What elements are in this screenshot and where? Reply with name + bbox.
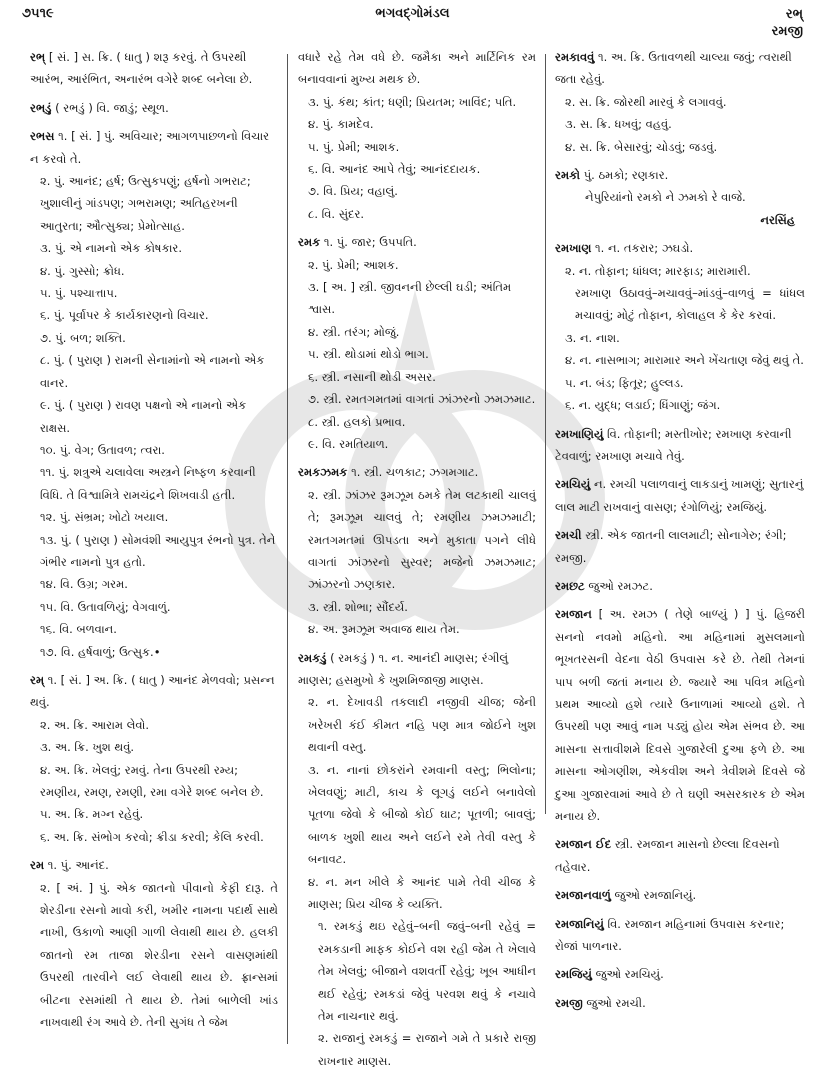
- entry-ramchhat: [555, 575, 805, 597]
- entry-ramchiyu: [555, 473, 805, 518]
- headword: રમખાણિયું: [555, 426, 604, 441]
- sense: ૧૪. વિ. ઉગ્ર; ગરમ.: [40, 577, 128, 592]
- sense: ૪. ન. મન ખીલે કે આનંદ પામે તેવી ચીજ કે માણસ; પ્રિય ચીજ કે વ્યક્તિ.: [308, 874, 536, 912]
- sense: ૧. પું. આનંદ.: [47, 858, 109, 873]
- sense: ૬. ન. યુદ્ધ; લડાઈ; ધિંગાણું; જંગ.: [565, 398, 721, 413]
- sense: ૨. અ. ક્રિ. આરામ લેવો.: [40, 717, 150, 732]
- entry-rabh: [30, 46, 278, 91]
- sense: ૧૭. વિ. હર્ષવાળું; ઉત્સુક.•: [40, 644, 161, 659]
- sense: ૩. અ. ક્રિ. ખુશ થવું.: [40, 740, 135, 755]
- sense: ૨. [ અં. ] પું. એક જાતનો પીવાનો કેફી દારૂ. તે શેરડીના રસનો માવો કરી, ખમીર નામના પદાર્થ સાથે નાખી, ઉકાળો આણી ગાળી લેવાથી થાય છે. હલકી જાતનો રમ તાજા શેરડીના રસને વાસણમાંથી ઉપરથી તારવીને લઈ લેવાથી થાય છે. ફ્રાન્સમાં બીટના રસમાંથી તે થાય છે. તેમાં બાળેલી ખાંડ નાખવાથી રંગ આવે છે. તેની સુગંધ તે જેમ: [40, 880, 278, 1030]
- sense: ૮. વિ. સુંદર.: [308, 206, 365, 221]
- headword: રમ: [30, 858, 45, 873]
- sense: ૬. પું. પૂર્વાપર કે કાર્યકારણનો વિચાર.: [40, 308, 209, 323]
- entry-ram-noun: [30, 854, 278, 1033]
- guide-word-last: રમજી: [771, 24, 803, 39]
- sense: ૩. ન. નાશ.: [565, 330, 620, 345]
- entry-rabhas: [30, 125, 278, 663]
- sense: ૭. વિ. પ્રિય; વહાલું.: [308, 184, 398, 199]
- headword: રમચી: [555, 528, 582, 543]
- definition: ન. રમચી પલાળવાનું લાકડાનું ખામણું; સુતારનું લાલ માટી રાખવાનું વાસણ; રંગોળિયું; રમજિયું.: [555, 477, 804, 514]
- sense: ૧. [ સં. ] પું. અવિચાર; આગળપાછળનો વિચાર ન કરવો તે.: [30, 129, 270, 166]
- sense: ૧. [ સં. ] અ. ક્રિ. ( ધાતુ ) આનંદ મેળવવો; પ્રસન્ન થવું.: [30, 672, 275, 710]
- definition: ( રભડું ) વિ. જાડું; સ્થૂળ.: [55, 100, 169, 115]
- entry-ramkavavu: [555, 46, 805, 158]
- idiom: ૨. રાજાનું રમકડું = રાજાને ગમે તે પ્રકારે રાજી રાખનાર માણસ.: [318, 1031, 536, 1068]
- sense: ૪. સ્ત્રી. તરંગ; મોજું.: [308, 324, 400, 339]
- sense: ૬. સ્ત્રી. નસાની થોડી અસર.: [308, 369, 436, 384]
- headword: રમક: [298, 235, 321, 250]
- page-number: ૭૫૧૯: [22, 6, 54, 21]
- sense: ૫. અ. ક્રિ. મગ્ન રહેવું.: [40, 807, 144, 822]
- entry-ram-continued: [298, 46, 536, 225]
- headword: રમજાનવાળું: [555, 888, 611, 903]
- sense: ૧૩. પું. ( પુરાણ ) સોમવંશી આયુપુત્ર રંભનો પુત્ર. તેને ગંભીર નામનો પુત્ર હતો.: [40, 532, 276, 569]
- continuation-text: વધારે રહે તેમ વધે છે. જમૈકા અને માર્ટિનિક રમ બનાવવાનાં મુખ્ય મથક છે.: [298, 50, 536, 87]
- sense: ૩. પું. કંથ; કાંત; ધણી; પ્રિયતમ; ખાવિંદ; પતિ.: [308, 94, 517, 109]
- book-title: ભગવદ્ગોમંડલ: [375, 6, 450, 21]
- sense: ૪. પું. કામદેવ.: [308, 117, 374, 132]
- sense: ૨. પું. આનંદ; હર્ષ; ઉત્સુકપણું; હર્ષનો ગભરાટ; ખુશાલીનું ગાંડપણ; ગભરામણ; અતિહરખની આતુરતા; ઔત્સુક્ય; પ્રેમોત્સાહ.: [40, 174, 251, 233]
- sense: ૪. ન. નાસભાગ; મારામાર અને ખેંચતાણ જેવું થવું તે.: [565, 353, 804, 368]
- headword: રમજાનિયું: [555, 916, 604, 931]
- headword: રભ્: [30, 50, 46, 64]
- headword: રમછટ: [555, 578, 585, 593]
- entry-ramjiyu: [555, 963, 805, 985]
- sense: ૧૧. પું. શત્રુએ ચલાવેલા અસ્ત્રને નિષ્ફળ કરવાની વિધિ. તે વિશ્વામિત્રે રામચંદ્રને શિખવાડી હતી.: [40, 465, 256, 502]
- entry-ramjanvalu: [555, 884, 805, 906]
- headword: રમકઝમક: [298, 465, 348, 480]
- sense: ૨. સ્ત્રી. ઝાંઝર રૂમઝૂમ ઠમકે તેમ લટકાથી ચાલવું તે; રૂમઝૂમ ચાલવું તે; રમણીય ઝમઝમાટી; રમતગમતમાં ઊપડતા અને મુકાતા પગને લીધે વાગતાં ઝાંઝરનો સુસ્વર; મજેનો ઝમઝમાટ; ઝાંઝરનો ઝણકાર.: [308, 487, 536, 592]
- sense: ૭. સ્ત્રી. રમતગમતમાં વાગતાં ઝાંઝરનો ઝમઝમાટ.: [308, 392, 536, 407]
- sense: ૧. પું. જાર; ઉપપતિ.: [323, 235, 417, 250]
- entry-ram-verb: [30, 669, 278, 848]
- sense: ૩. પું. એ નામનો એક કોષકાર.: [40, 241, 183, 256]
- sense: ૪. અ. રૂમઝૂમ અવાજ થાય તેમ.: [308, 622, 460, 637]
- entry-ramkhan: [555, 237, 805, 416]
- sense: ( રમકડું ) ૧. ન. આનંદી માણસ; રંગીલું માણસ; હસમુખો કે ખુશમિજાજી માણસ.: [298, 650, 509, 687]
- idiom: ૧. રમકડું થઇ રહેવું–બની જવું–બની રહેવું = રમકડાની માફક કોઈને વશ રહી જેમ તે ખેલાવે તેમ ખેલવું; બીજાને વશવર્તી રહેવું; ખૂબ આધીન થઈ રહેવું; રમકડાં જેવું પરવશ થવું કે નચાવે તેમ નાચનાર થવું.: [318, 919, 536, 1024]
- headword: રમજી: [555, 995, 583, 1010]
- headword: રમચિયું: [555, 477, 591, 492]
- headword: રમજાન: [555, 607, 592, 622]
- sense: ૨. સ. ક્રિ. જોરથી મારવું કે લગાવવું.: [565, 94, 727, 109]
- sense: ૫. પું. પશ્ચાત્તાપ.: [40, 286, 118, 301]
- guide-word-first: રભ્: [785, 7, 803, 22]
- cross-reference: જુઓ રમચી.: [586, 995, 646, 1010]
- sense: ૨. ન. દેખાવડી તકલાદી નજીવી ચીજ; જેની ખરેખરી કંઈ કીમત નહિ પણ માત્ર જોઈને ખુશ થવાની વસ્તુ.: [308, 695, 536, 755]
- sense: ૫. સ્ત્રી. થોડામાં થોડો ભાગ.: [308, 347, 429, 362]
- entry-ramakjhamak: [298, 461, 536, 640]
- entry-ramak: [298, 231, 536, 455]
- quotation: નેપુરિયાંનો રમકો ને ઝમકો રે વાજે.: [585, 190, 746, 205]
- definition: સ્ત્રી. રમજાન માસનો છેલ્લા દિવસનો તહેવાર.: [555, 837, 780, 874]
- sense: ૯. પું. ( પુરાણ ) રાવણ પક્ષનો એ નામનો એક રાક્ષસ.: [40, 398, 247, 435]
- entry-ramchi: [555, 524, 805, 569]
- headword: રમજાન ઈદ: [555, 837, 612, 852]
- sense: ૧૬. વિ. બળવાન.: [40, 622, 117, 637]
- dictionary-columns: [0, 46, 825, 1068]
- sense: ૫. પું. પ્રેમી; આશક.: [308, 139, 400, 154]
- headword: રમજિયું: [555, 967, 592, 982]
- cross-reference: જુઓ રમઝટ.: [588, 578, 653, 593]
- cross-reference: જુઓ રમચિયું.: [595, 967, 664, 982]
- entry-ramji: [555, 992, 805, 1014]
- column-1: [30, 46, 278, 1039]
- sense: ૭. પું. બળ; શક્તિ.: [40, 330, 126, 345]
- headword: રમકો: [555, 168, 581, 183]
- definition: વિ. રમજાન મહિનામાં ઉપવાસ કરનાર; રોજાં પાળનાર.: [555, 916, 785, 954]
- definition: સ્ત્રી. એક જાતની લાલમાટી; સોનાગેરુ; રંગી; રમજી.: [555, 528, 787, 565]
- sense: ૧૫. વિ. ઉતાવળિયું; વેગવાળું.: [40, 599, 171, 614]
- entry-rabhadu: [30, 97, 278, 119]
- definition: [ અ. રમઝ ( તેણે બાળ્યું ) ] પું. હિજરી સનનો નવમો મહિનો. આ મહિનામાં મુસલમાનો ભૂખતરસની વેદના વેઠી ઉપવાસ કરે છે. તેથી તેમનાં પાપ બળી જતાં મનાય છે. જ્યારે આ પવિત્ર મહિનો પ્રથમ આવ્યો હશે ત્યારે ઉનાળામાં આવ્યો હશે. તે ઉપરથી પણ આવું નામ પડ્યું હોય એમ સંભવ છે. આ માસના સત્તાવીશમે દિવસે ગુજારેલી દુઆ ફળે છે. આ માસના ઓગણીશ, એકવીશ અને ત્રેવીશમે દિવસે જે દુઆ ગુજારવામાં આવે છે તે ઘણી અસરકારક છે એમ મનાય છે.: [555, 607, 806, 823]
- sense: ૨. ન. તોફાન; ધાંધલ; મારફાડ; મારામારી.: [565, 263, 751, 278]
- cross-reference: જુઓ રમજાનિયું.: [614, 888, 697, 903]
- headword: રમકાવવું: [555, 50, 595, 64]
- sense: ૪. પું. ગુસ્સો; ક્રોધ.: [40, 263, 125, 278]
- entry-ramjaniyu: [555, 913, 805, 958]
- sense: ૬. વિ. આનંદ આપે તેવું; આનંદદાયક.: [308, 162, 481, 177]
- definition: [ સં. ] સ. ક્રિ. ( ધાતુ ) શરૂ કરવું. તે ઉપરથી આરંભ, આરંભિત, અનારંભ વગેરે શબ્દ બનેલા છે.: [30, 50, 253, 87]
- column-2: [298, 46, 536, 1078]
- sense: ૩. સ. ક્રિ. ધખવું; વહવું.: [565, 117, 672, 132]
- sense: ૫. ન. બંડ; ફિતૂર; હુલ્લડ.: [565, 375, 684, 390]
- entry-ramjan-id: [555, 833, 805, 878]
- sense: ૮. સ્ત્રી. હલકો પ્રભાવ.: [308, 414, 406, 429]
- column-divider: [287, 54, 288, 1044]
- guide-words: [772, 6, 803, 40]
- headword: રભડું: [30, 100, 52, 115]
- sense: ૧૦. પું. વેગ; ઉતાવળ; ત્વરા.: [40, 442, 165, 457]
- sense: ૩. [ અ. ] સ્ત્રી. જીવનની છેલ્લી ઘડી; અંતિમ શ્વાસ.: [308, 280, 512, 317]
- headword: રભસ: [30, 129, 55, 144]
- entry-ramjan: [555, 603, 805, 827]
- sense: ૩. ન. નાનાં છોકરાંને રમવાની વસ્તુ; ભિલોના; ખેલવણું; માટી, કાચ કે લૂગડું લઈને બનાવેલો પૂતળા જેવો કે બીજો કોઈ ઘાટ; પૂતળી; બાવલું; બાળક ખુશી થાય અને લઈને રમે તેવી વસ્તુ કે બનાવટ.: [308, 762, 536, 867]
- sense: ૧. અ. ક્રિ. ઉતાવળથી ચાલ્યા જવું; ત્વરાથી જતા રહેવું.: [555, 50, 792, 87]
- column-divider: [545, 54, 546, 814]
- sense: ૪. અ. ક્રિ. ખેલવું; રમવું. તેના ઉપરથી રમ્ય; રમણીય, રમણ, રમણી, રમા વગેરે શબ્દ બનેલ છે.: [40, 762, 264, 799]
- quotation-attribution: નરસિંહ: [760, 212, 795, 227]
- sense: ૧. સ્ત્રી. ચળકાટ; ઝગમગાટ.: [351, 465, 479, 480]
- headword: રમકડું: [298, 650, 327, 665]
- sense: ૧. ન. તકરાર; ઝઘડો.: [595, 241, 694, 256]
- sense: ૯. વિ. રમતિયાળ.: [308, 436, 389, 451]
- entry-ramko: [555, 164, 805, 231]
- headword: રમ્: [30, 672, 45, 687]
- sense: ૬. અ. ક્રિ. સંભોગ કરવો; ક્રીડા કરવી; કેલિ કરવી.: [40, 829, 264, 844]
- headword: રમખાણ: [555, 241, 592, 256]
- sense: ૪. સ. ક્રિ. બેસારવું; ચોડવું; જડવું.: [565, 139, 718, 154]
- sense: ૮. પું. ( પુરાણ ) રામની સેનામાંનો એ નામનો એક વાનર.: [40, 353, 265, 390]
- sense: ૧૨. પું. સંભ્રમ; ખોટો ખયાલ.: [40, 510, 169, 525]
- sense: ૨. પું. પ્રેમી; આશક.: [308, 257, 399, 272]
- definition: વિ. તોફાની; મસ્તીખોર; રમખાણ કરવાની ટેવવાળું; રમખાણ મચાવે તેવું.: [555, 426, 792, 463]
- idiom: રમખાણ ઉઠાવવું–મચાવવું–માંડવું–વાળવું = ધાંધલ મચાવવું; મોટું તોફાન, કોલાહલ કે કેર કરવાં.: [575, 286, 805, 323]
- column-3: [555, 46, 805, 1020]
- entry-ramakdu: [298, 647, 536, 1073]
- page-header: [0, 0, 825, 46]
- sense: ૩. સ્ત્રી. શોભા; સૌંદર્ય.: [308, 599, 408, 614]
- sense: પું. ઠમકો; રણકાર.: [583, 168, 669, 183]
- entry-ramkhaniyu: [555, 423, 805, 468]
